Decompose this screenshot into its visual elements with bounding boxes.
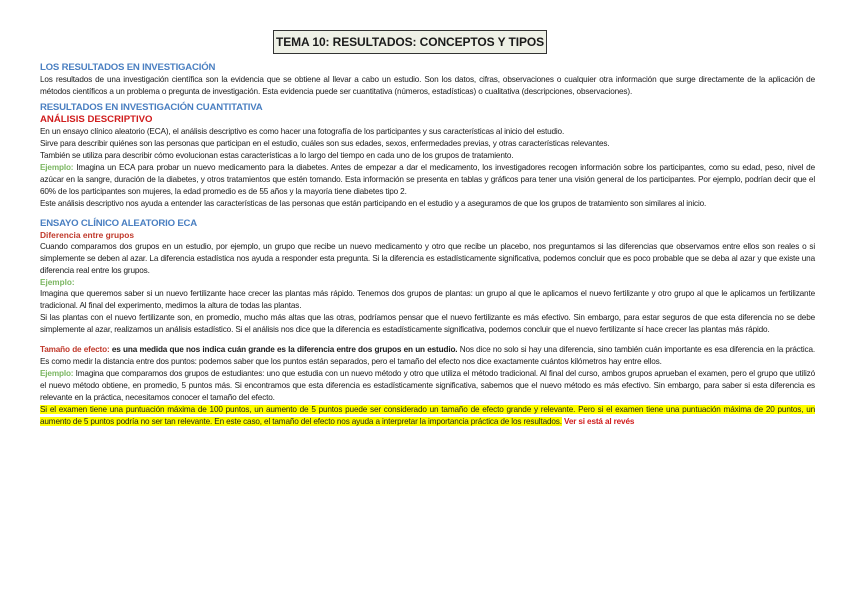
heading-resultados-investigacion: LOS RESULTADOS EN INVESTIGACIÓN (40, 62, 216, 73)
tamano-efecto-text: Nos dice no solo si hay una diferencia, sino también cuán importante es esa diferencia en la práctica. Es como medir la distancia entre dos puntos: podemos saber que los puntos están separados, pero el tamaño del efecto nos dice exactamente cuántos kilómetros hay entre ellos. (40, 345, 816, 366)
tamano-efecto-definicion: es una medida que nos indica cuán grande es la diferencia entre dos grupos en un estudio. (109, 345, 458, 354)
document-body (40, 62, 815, 428)
paragraph-descriptivo-1: En un ensayo clínico aleatorio (ECA), el análisis descriptivo es como hacer una fotografía de los participantes y sus características al inicio del estudio. (40, 127, 565, 136)
paragraph-fertilizante-2: Si las plantas con el nuevo fertilizante son, en promedio, mucho más altas que las otras, podríamos pensar que el nuevo fertilizante es más efectivo. Sin embargo, para estar seguros de que esta diferencia no se debe simplemente al azar, realizamos un análisis estadístico. Si el análisis nos dice que la diferencia es estadísticamente significativa, podemos concluir que el nuevo fertilizante sí hace crecer las plantas más rápido. (40, 313, 815, 334)
paragraph-descriptivo-2: Sirve para describir quiénes son las personas que participan en el estudio, cuáles son sus edades, sexos, enfermedades previas, y otras características relevantes. (40, 139, 610, 148)
paragraph-tamano-efecto-ejemplo (40, 368, 815, 404)
highlighted-text: Si el examen tiene una puntuación máxima de 100 puntos, un aumento de 5 puntos puede ser considerado un tamaño de efecto grande y relevante. Pero si el examen tiene una puntuación máxima de 20 puntos, un aumento de 5 puntos podría no ser tan relevante. En este caso, el tamaño del efecto nos ayuda a interpretar la importancia práctica de los resultados. (40, 405, 815, 426)
review-note: Ver si está al revés (563, 417, 635, 426)
heading-analisis-descriptivo: ANÁLISIS DESCRIPTIVO (40, 114, 153, 125)
paragraph-diferencia-grupos: Cuando comparamos dos grupos en un estudio, por ejemplo, un grupo que recibe un nuevo medicamento y otro que recibe un placebo, nos preguntamos si las diferencias que observamos entre ellos son reales o si simplemente se deben al azar. La diferencia estadística nos ayuda a responder esta pregunta. Si la diferencia es estadísticamente significativa, podemos concluir que es poco probable que se deba al azar y que existe una diferencia real entre los grupos. (40, 242, 815, 275)
document-title: TEMA 10: RESULTADOS: CONCEPTOS Y TIPOS (273, 30, 547, 54)
heading-resultados-cuantitativa: RESULTADOS EN INVESTIGACIÓN CUANTITATIVA (40, 102, 263, 113)
paragraph-descriptivo-ejemplo (40, 162, 815, 198)
paragraph-descriptivo-3: También se utiliza para describir cómo evolucionan estas características a lo largo del tiempo en cada uno de los grupos de tratamiento. (40, 151, 514, 160)
paragraph-descriptivo-4: Este análisis descriptivo nos ayuda a entender las características de las personas que están participando en el estudio y a aseguramos de que los grupos de tratamiento son similares al inicio. (40, 199, 707, 208)
paragraph-highlighted (40, 404, 815, 428)
tamano-efecto-label: Tamaño de efecto: (40, 345, 110, 354)
heading-diferencia-grupos: Diferencia entre grupos (40, 230, 135, 240)
paragraph-fertilizante-1: Imagina que queremos saber si un nuevo fertilizante hace crecer las plantas más rápido. Tenemos dos grupos de plantas: un grupo al que le aplicamos el nuevo fertilizante y otro grupo al que le aplicamos un fertilizante tradicional. Al final del experimento, medimos la altura de todas las plantas. (40, 289, 815, 310)
ejemplo-label-2: Ejemplo: (40, 369, 74, 378)
heading-ejemplo-fertilizante: Ejemplo: (40, 278, 75, 287)
paragraph-tamano-efecto (40, 344, 815, 368)
ejemplo-text-2: Imagina que comparamos dos grupos de estudiantes: uno que estudia con un nuevo método y otro que utiliza el método tradicional. Al final del curso, ambos grupos aprueban el examen, pero el grupo que utilizó el nuevo método obtiene, en promedio, 5 puntos más. Si encontramos que esta diferencia es estadísticamente significativa, sabemos que el nuevo método es más efectivo. Sin embargo, para saber si esta diferencia es relevante en la práctica, necesitamos conocer el tamaño del efecto. (40, 369, 815, 402)
paragraph-resultados-definicion: Los resultados de una investigación científica son la evidencia que se obtiene al llevar a cabo un estudio. Son los datos, cifras, observaciones o cualquier otra información que surge directamente de la aplicación de métodos científicos a un problema o pregunta de investigación. Esta evidencia puede ser cuantitativa (números, estadísticas) o cualitativa (descripciones, observaciones). (40, 75, 815, 96)
ejemplo-text: Imagina un ECA para probar un nuevo medicamento para la diabetes. Antes de empezar a dar el medicamento, los investigadores recogen información sobre los participantes, como su edad, peso, nivel de azúcar en la sangre, duración de la diabetes, y otros tratamientos que estén tomando. Esta información se presenta en tablas y gráficos para tener una visión general de los participantes. Por ejemplo, podrían decir que el 60% de los participantes son mujeres, la edad promedio es de 55 años y la mayoría tiene diabetes tipo 2. (40, 163, 815, 196)
ejemplo-label: Ejemplo: (40, 163, 74, 172)
heading-ensayo-clinico: ENSAYO CLÍNICO ALEATORIO ECA (40, 218, 197, 229)
